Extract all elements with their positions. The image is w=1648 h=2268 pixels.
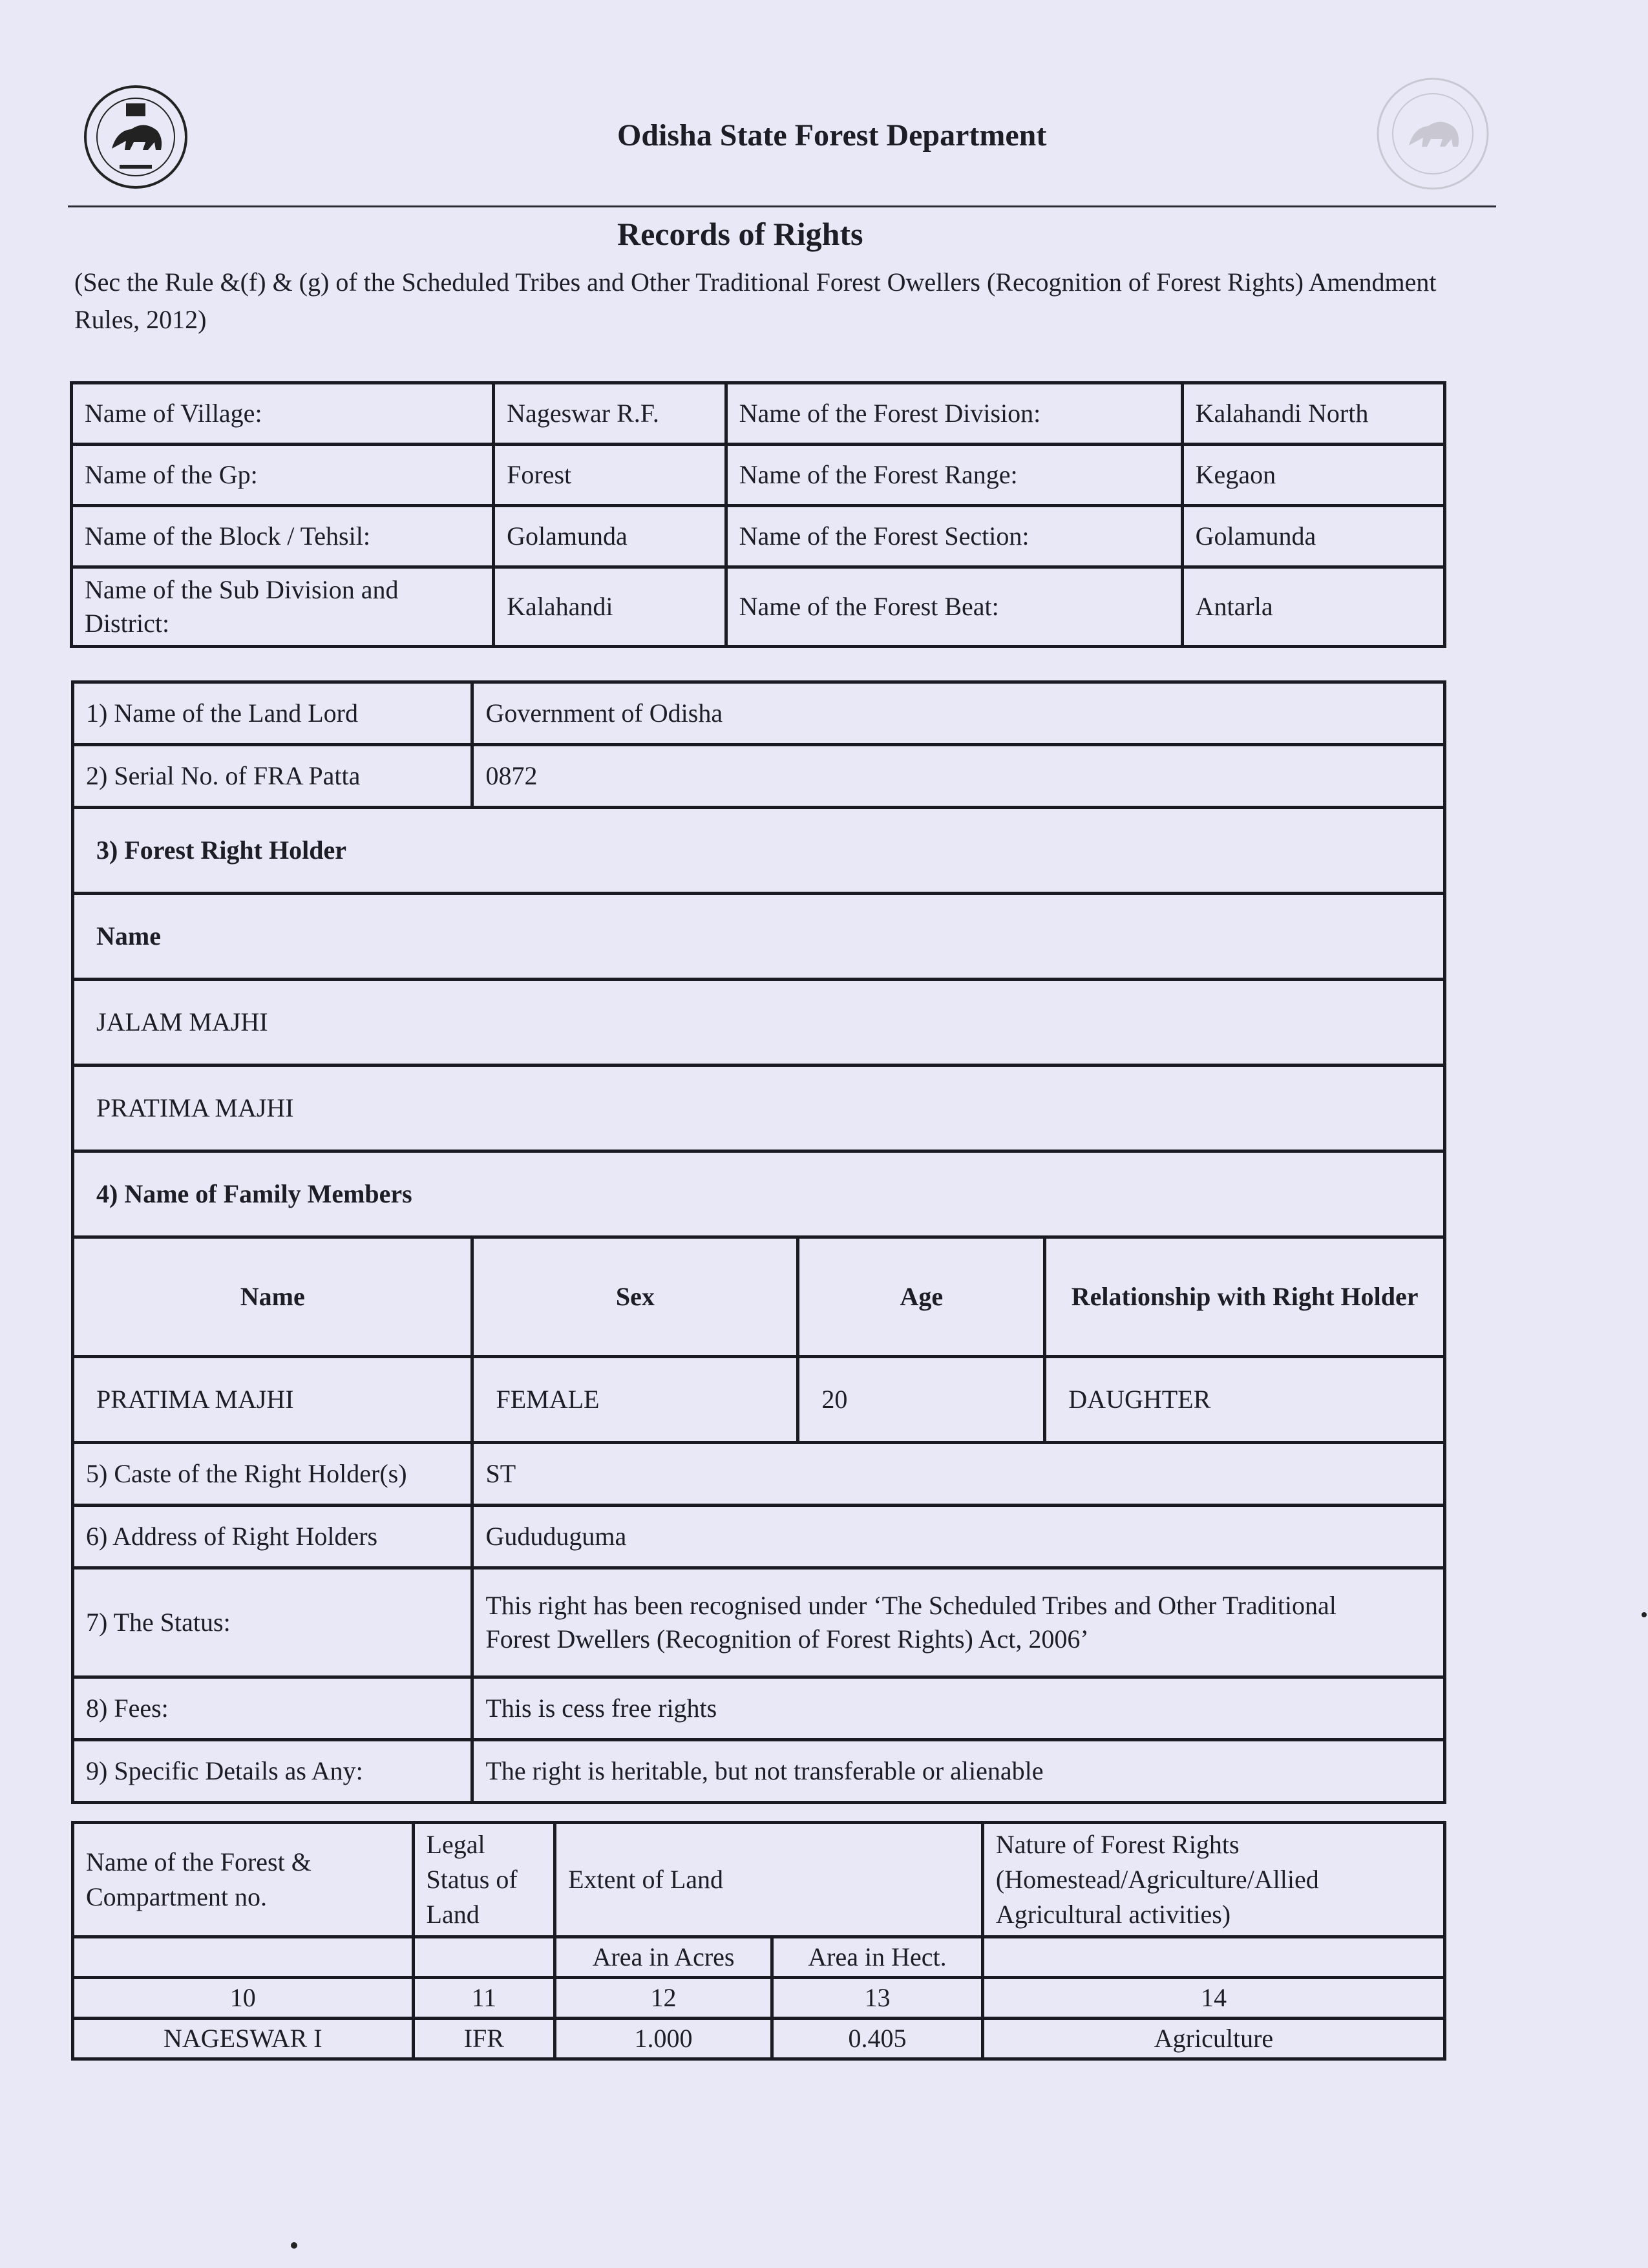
subdivision-label: Name of the Sub Division and District:	[72, 567, 494, 647]
land-lord-label: 1) Name of the Land Lord	[73, 682, 472, 745]
odisha-state-emblem-icon	[81, 78, 191, 197]
address-value: Gududuguma	[472, 1506, 1445, 1568]
col-number: 14	[982, 1978, 1444, 2019]
empty-cell	[413, 1937, 555, 1978]
col-area-hect: Area in Hect.	[772, 1937, 982, 1978]
table-row	[73, 682, 1445, 745]
col-number: 11	[413, 1978, 555, 2019]
land-table	[71, 1821, 1446, 2061]
land-legal: IFR	[413, 2019, 555, 2059]
table-row	[73, 745, 1445, 808]
empty-cell	[73, 1937, 414, 1978]
table-row	[73, 1677, 1445, 1740]
table-row	[73, 1066, 1445, 1151]
address-label: 6) Address of Right Holders	[73, 1506, 472, 1568]
department-title: Odisha State Forest Department	[617, 118, 1047, 152]
scan-speck	[291, 2242, 297, 2249]
forest-section-label: Name of the Forest Section:	[726, 506, 1182, 567]
family-col-sex: Sex	[472, 1237, 798, 1357]
header-divider	[68, 205, 1496, 207]
forest-section-value: Golamunda	[1182, 506, 1444, 567]
family-col-age: Age	[798, 1237, 1045, 1357]
empty-cell	[982, 1937, 1444, 1978]
caste-value: ST	[472, 1443, 1445, 1506]
land-header-row	[73, 1823, 1445, 1937]
village-label: Name of Village:	[72, 383, 494, 445]
family-header-row	[73, 1237, 1445, 1357]
table-row	[72, 567, 1445, 647]
table-row	[73, 1568, 1445, 1677]
rule-reference: (Sec the Rule &(f) & (g) of the Scheduled Tribes and Other Traditional Forest Owellers (Recognition of Forest Rights) Amendment Rules, 2012)	[74, 268, 1437, 334]
col-number: 13	[772, 1978, 982, 2019]
family-member-name: PRATIMA MAJHI	[73, 1357, 472, 1443]
family-col-name: Name	[73, 1237, 472, 1357]
forest-division-value: Kalahandi North	[1182, 383, 1444, 445]
details-label: 9) Specific Details as Any:	[73, 1740, 472, 1803]
status-line: This right has been recognised under ‘The Scheduled Tribes and Other Traditional	[485, 1591, 1336, 1620]
forest-beat-label: Name of the Forest Beat:	[726, 567, 1182, 647]
holder-name: JALAM MAJHI	[73, 980, 1445, 1066]
gp-label: Name of the Gp:	[72, 445, 494, 506]
location-table	[70, 381, 1446, 648]
land-number-row	[73, 1978, 1445, 2019]
status-label: 7) The Status:	[73, 1568, 472, 1677]
land-forest: NAGESWAR I	[73, 2019, 414, 2059]
table-row	[73, 1151, 1445, 1237]
col-extent: Extent of Land	[555, 1823, 983, 1937]
land-lord-value: Government of Odisha	[472, 682, 1445, 745]
forest-range-value: Kegaon	[1182, 445, 1444, 506]
serial-label: 2) Serial No. of FRA Patta	[73, 745, 472, 808]
status-line: Forest Dwellers (Recognition of Forest Rights) Act, 2006’	[485, 1624, 1089, 1654]
holder-name: PRATIMA MAJHI	[73, 1066, 1445, 1151]
serial-value: 0872	[472, 745, 1445, 808]
family-member-sex: FEMALE	[472, 1357, 798, 1443]
scan-speck	[1642, 1612, 1647, 1617]
land-data-row	[73, 2019, 1445, 2059]
land-acres: 1.000	[555, 2019, 772, 2059]
table-row	[72, 506, 1445, 567]
family-row	[73, 1357, 1445, 1443]
holder-name-heading: Name	[73, 894, 1445, 980]
details-value: The right is heritable, but not transferable or alienable	[472, 1740, 1445, 1803]
subdivision-value: Kalahandi	[494, 567, 726, 647]
fees-label: 8) Fees:	[73, 1677, 472, 1740]
col-number: 10	[73, 1978, 414, 2019]
forest-beat-value: Antarla	[1182, 567, 1444, 647]
caste-label: 5) Caste of the Right Holder(s)	[73, 1443, 472, 1506]
land-subheader-row	[73, 1937, 1445, 1978]
family-member-age: 20	[798, 1357, 1045, 1443]
land-nature: Agriculture	[982, 2019, 1444, 2059]
family-member-relationship: DAUGHTER	[1045, 1357, 1445, 1443]
village-value: Nageswar R.F.	[494, 383, 726, 445]
faint-emblem-watermark-icon	[1373, 71, 1493, 197]
block-value: Golamunda	[494, 506, 726, 567]
table-row	[73, 808, 1445, 894]
col-legal-status: Legal Status of Land	[413, 1823, 555, 1937]
table-row	[73, 894, 1445, 980]
table-row	[72, 445, 1445, 506]
gp-value: Forest	[494, 445, 726, 506]
table-row	[73, 980, 1445, 1066]
table-row	[73, 1740, 1445, 1803]
record-table	[71, 680, 1446, 1804]
table-row	[73, 1443, 1445, 1506]
col-area-acres: Area in Acres	[555, 1937, 772, 1978]
status-value	[472, 1568, 1445, 1677]
family-col-relationship: Relationship with Right Holder	[1045, 1237, 1445, 1357]
col-forest-compartment: Name of the Forest & Compartment no.	[73, 1823, 414, 1937]
forest-range-label: Name of the Forest Range:	[726, 445, 1182, 506]
col-number: 12	[555, 1978, 772, 2019]
table-row	[72, 383, 1445, 445]
block-label: Name of the Block / Tehsil:	[72, 506, 494, 567]
forest-division-label: Name of the Forest Division:	[726, 383, 1182, 445]
table-row	[73, 1506, 1445, 1568]
right-holder-heading: 3) Forest Right Holder	[73, 808, 1445, 894]
fees-value: This is cess free rights	[472, 1677, 1445, 1740]
col-nature: Nature of Forest Rights (Homestead/Agriculture/Allied Agricultural activities)	[982, 1823, 1444, 1937]
page-title: Records of Rights	[617, 216, 863, 252]
land-hect: 0.405	[772, 2019, 982, 2059]
family-heading: 4) Name of Family Members	[73, 1151, 1445, 1237]
